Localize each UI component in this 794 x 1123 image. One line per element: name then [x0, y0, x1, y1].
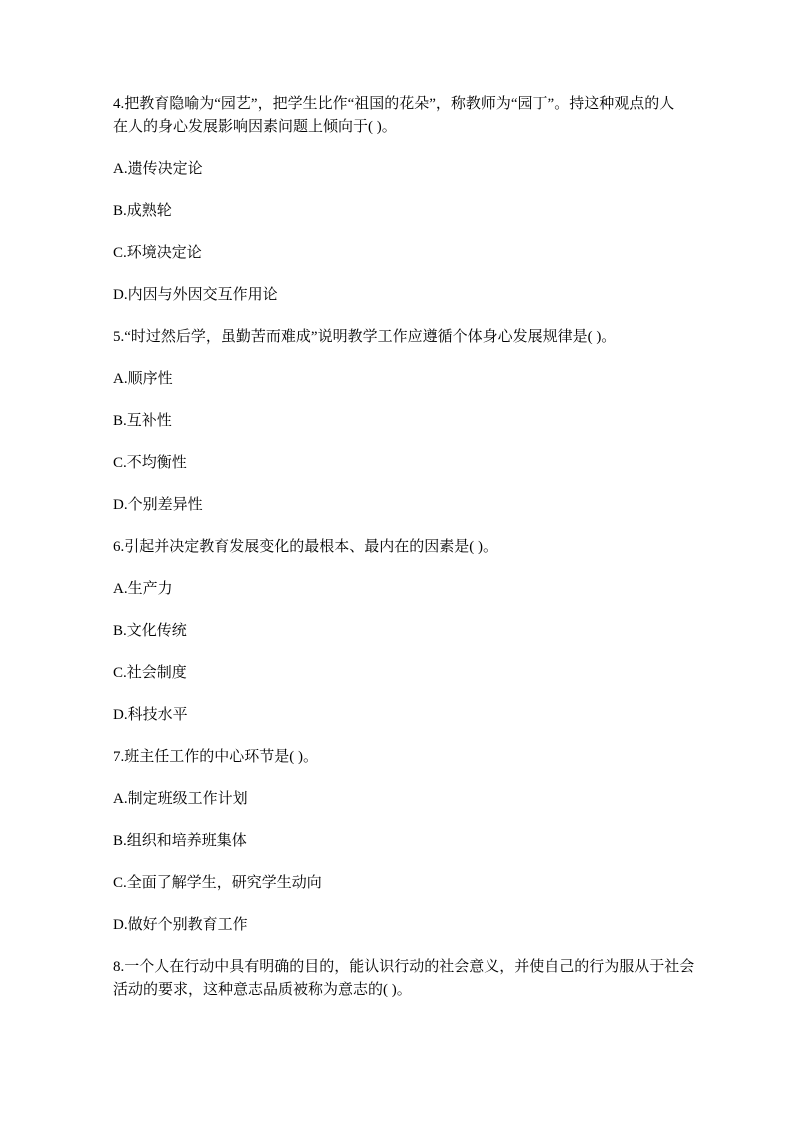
question-5-option-b: B.互补性 [113, 413, 172, 429]
question-4-option-b: B.成熟轮 [113, 203, 172, 219]
question-line: 7.班主任工作的中心环节是( )。 [113, 749, 318, 765]
question-5-option-a: A.顺序性 [113, 371, 173, 387]
question-4-text [113, 93, 681, 139]
question-7-text [113, 746, 681, 769]
question-block-5 [113, 326, 681, 517]
question-line: 在人的身心发展影响因素问题上倾向于( )。 [113, 119, 397, 135]
question-line: 4.把教育隐喻为“园艺”，把学生比作“祖国的花朵”，称教师为“园丁”。持这种观点的人 [113, 96, 675, 112]
question-7-option-c: C.全面了解学生，研究学生动向 [113, 875, 322, 891]
question-block-4 [113, 93, 681, 307]
question-6-text [113, 536, 681, 559]
question-5-option-c: C.不均衡性 [113, 455, 187, 471]
question-4-option-c: C.环境决定论 [113, 245, 202, 261]
question-5-text [113, 326, 681, 349]
question-4-option-d: D.内因与外因交互作用论 [113, 287, 278, 303]
question-block-6 [113, 536, 681, 727]
question-5-option-d: D.个别差异性 [113, 497, 203, 513]
question-line: 5.“时过然后学，虽勤苦而难成”说明教学工作应遵循个体身心发展规律是( )。 [113, 329, 617, 345]
question-6-option-c: C.社会制度 [113, 665, 187, 681]
question-8-text [113, 956, 695, 1002]
question-line: 8.一个人在行动中具有明确的目的，能认识行动的社会意义，并使自己的行为服从于社会 [113, 959, 695, 975]
question-7-option-b: B.组织和培养班集体 [113, 833, 247, 849]
question-block-7 [113, 746, 681, 937]
question-7-option-a: A.制定班级工作计划 [113, 791, 248, 807]
question-6-option-d: D.科技水平 [113, 707, 188, 723]
question-6-option-b: B.文化传统 [113, 623, 187, 639]
question-7-option-d: D.做好个别教育工作 [113, 917, 248, 933]
question-6-option-a: A.生产力 [113, 581, 173, 597]
question-line: 活动的要求，这种意志品质被称为意志的( )。 [113, 982, 412, 998]
question-line: 6.引起并决定教育发展变化的最根本、最内在的因素是( )。 [113, 539, 498, 555]
question-block-8 [113, 956, 695, 1002]
question-4-option-a: A.遗传决定论 [113, 161, 203, 177]
